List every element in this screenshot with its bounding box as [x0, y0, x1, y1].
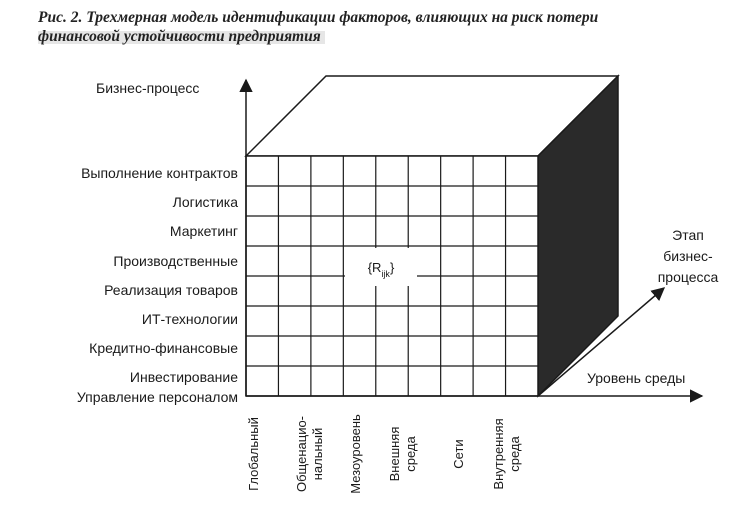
column-label-line: Общенацио- — [294, 415, 309, 493]
cell-label-close: } — [389, 260, 395, 275]
vertical-axis-title: Бизнес-процесс — [96, 80, 200, 96]
horizontal-axis-title: Уровень среды — [587, 370, 686, 386]
column-label — [451, 439, 466, 468]
row-label: Производственные — [113, 253, 238, 269]
column-label-line: Сети — [451, 439, 466, 469]
row-label: Управление персоналом — [76, 389, 238, 405]
cell-label-base: {R — [367, 260, 382, 275]
column-label — [246, 417, 261, 491]
column-label-line: среда — [507, 436, 522, 472]
depth-axis-title — [658, 227, 719, 285]
row-label: Реализация товаров — [104, 282, 238, 298]
row-label: Инвестирование — [129, 369, 238, 385]
depth-title-line: Этап — [672, 227, 704, 243]
row-label: Маркетинг — [169, 223, 238, 239]
row-label: Кредитно-финансовые — [89, 340, 238, 356]
row-labels — [77, 165, 238, 405]
column-label-line: Глобальный — [246, 417, 261, 491]
caption-line-2: финансовой устойчивости предприятия — [38, 27, 325, 46]
cell-label-subscript: ijk — [381, 269, 390, 279]
column-label-line: среда — [403, 436, 418, 472]
column-label-line: Внутренняя — [491, 418, 506, 490]
row-label: ИТ-технологии — [141, 311, 238, 327]
depth-title-line: бизнес- — [663, 248, 713, 264]
column-label — [387, 427, 418, 482]
depth-title-line: процесса — [657, 269, 719, 285]
row-label: Выполнение контрактов — [81, 165, 238, 181]
caption-line-1: Рис. 2. Трехмерная модель идентификации факторов, влияющих на риск потери — [38, 9, 599, 26]
column-label — [348, 414, 363, 494]
column-label-line: Мезоуровень — [348, 414, 363, 494]
column-label-line: нальный — [310, 427, 325, 481]
row-label: Логистика — [172, 194, 238, 210]
column-labels — [246, 414, 522, 494]
column-label — [294, 416, 325, 492]
column-label — [491, 418, 522, 489]
column-label-line: Внешняя — [387, 426, 402, 482]
